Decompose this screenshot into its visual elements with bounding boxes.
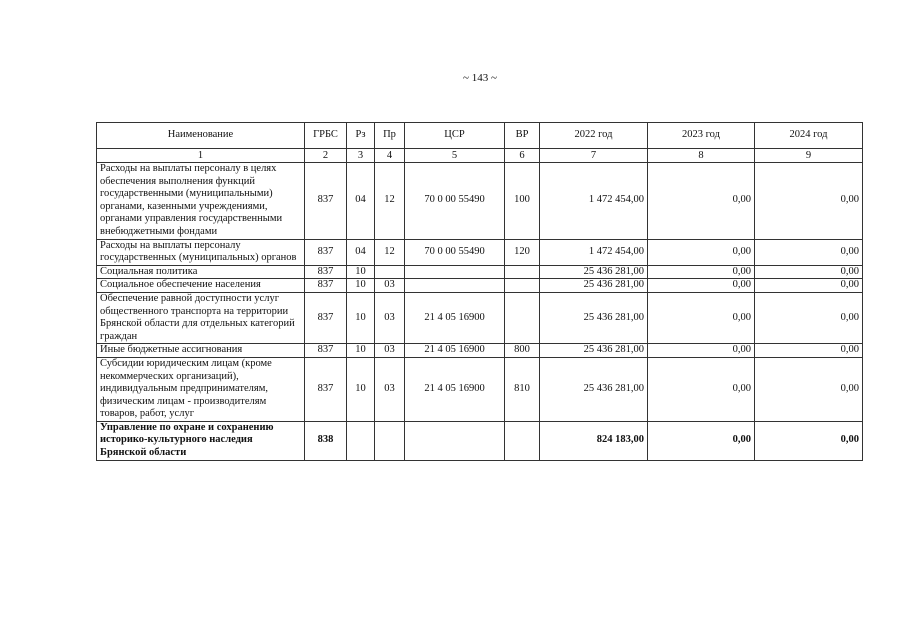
table-row <box>97 239 863 265</box>
row-2023: 0,00 <box>648 421 755 460</box>
column-number: 8 <box>648 149 755 163</box>
column-number: 6 <box>505 149 540 163</box>
row-pr: 03 <box>375 279 405 293</box>
row-vr: 800 <box>505 344 540 358</box>
header-csr: ЦСР <box>405 123 505 149</box>
row-pr <box>375 265 405 279</box>
row-name: Обеспечение равной доступности услуг общественного транспорта на территории Брянской области для отдельных категорий граждан <box>97 292 305 343</box>
row-name: Социальное обеспечение населения <box>97 279 305 293</box>
row-rz <box>347 421 375 460</box>
row-2024: 0,00 <box>755 239 863 265</box>
row-2023: 0,00 <box>648 292 755 343</box>
row-pr: 12 <box>375 239 405 265</box>
row-2024: 0,00 <box>755 292 863 343</box>
row-2022: 25 436 281,00 <box>540 357 648 421</box>
row-grbs: 837 <box>305 292 347 343</box>
row-vr: 120 <box>505 239 540 265</box>
row-grbs: 837 <box>305 239 347 265</box>
header-vr: ВР <box>505 123 540 149</box>
row-pr: 12 <box>375 163 405 240</box>
row-csr: 21 4 05 16900 <box>405 292 505 343</box>
row-2023: 0,00 <box>648 357 755 421</box>
row-2022: 25 436 281,00 <box>540 344 648 358</box>
table-row <box>97 292 863 343</box>
row-2024: 0,00 <box>755 421 863 460</box>
header-2023: 2023 год <box>648 123 755 149</box>
row-grbs: 837 <box>305 163 347 240</box>
column-number: 3 <box>347 149 375 163</box>
row-grbs: 837 <box>305 279 347 293</box>
row-grbs: 838 <box>305 421 347 460</box>
row-csr: 70 0 00 55490 <box>405 163 505 240</box>
table-row <box>97 163 863 240</box>
row-rz: 10 <box>347 292 375 343</box>
row-2023: 0,00 <box>648 344 755 358</box>
row-grbs: 837 <box>305 357 347 421</box>
column-number: 1 <box>97 149 305 163</box>
row-vr <box>505 265 540 279</box>
row-2023: 0,00 <box>648 265 755 279</box>
row-csr <box>405 279 505 293</box>
column-number: 4 <box>375 149 405 163</box>
row-csr: 21 4 05 16900 <box>405 344 505 358</box>
column-number: 2 <box>305 149 347 163</box>
row-vr: 100 <box>505 163 540 240</box>
budget-table <box>96 122 863 461</box>
row-rz: 04 <box>347 239 375 265</box>
row-name: Управление по охране и сохранению историко-культурного наследия Брянской области <box>97 421 305 460</box>
row-vr <box>505 292 540 343</box>
header-pr: Пр <box>375 123 405 149</box>
row-2022: 1 472 454,00 <box>540 163 648 240</box>
row-vr <box>505 279 540 293</box>
row-vr <box>505 421 540 460</box>
row-rz: 10 <box>347 344 375 358</box>
row-grbs: 837 <box>305 344 347 358</box>
row-rz: 04 <box>347 163 375 240</box>
row-rz: 10 <box>347 357 375 421</box>
header-grbs: ГРБС <box>305 123 347 149</box>
row-rz: 10 <box>347 265 375 279</box>
row-2024: 0,00 <box>755 163 863 240</box>
table-row <box>97 357 863 421</box>
row-2022: 25 436 281,00 <box>540 292 648 343</box>
row-csr <box>405 265 505 279</box>
row-2022: 824 183,00 <box>540 421 648 460</box>
row-pr: 03 <box>375 357 405 421</box>
row-2024: 0,00 <box>755 357 863 421</box>
table-row <box>97 344 863 358</box>
row-csr <box>405 421 505 460</box>
column-number: 7 <box>540 149 648 163</box>
row-csr: 21 4 05 16900 <box>405 357 505 421</box>
row-2022: 1 472 454,00 <box>540 239 648 265</box>
column-number: 5 <box>405 149 505 163</box>
table-row <box>97 421 863 460</box>
table-row <box>97 279 863 293</box>
row-2022: 25 436 281,00 <box>540 265 648 279</box>
row-pr: 03 <box>375 292 405 343</box>
row-2023: 0,00 <box>648 163 755 240</box>
header-name: Наименование <box>97 123 305 149</box>
row-2023: 0,00 <box>648 279 755 293</box>
row-name: Расходы на выплаты персоналу государственных (муниципальных) органов <box>97 239 305 265</box>
row-name: Расходы на выплаты персоналу в целях обеспечения выполнения функций государственными (муниципальными) органами, казенными учреждениями, органами управления государственными внебюджетными фондами <box>97 163 305 240</box>
row-name: Социальная политика <box>97 265 305 279</box>
row-pr: 03 <box>375 344 405 358</box>
table-row <box>97 265 863 279</box>
header-2022: 2022 год <box>540 123 648 149</box>
row-2022: 25 436 281,00 <box>540 279 648 293</box>
row-vr: 810 <box>505 357 540 421</box>
row-2023: 0,00 <box>648 239 755 265</box>
row-name: Субсидии юридическим лицам (кроме некоммерческих организаций), индивидуальным предпринимателям, физическим лицам - производителям товаров, работ, услуг <box>97 357 305 421</box>
row-2024: 0,00 <box>755 265 863 279</box>
row-2024: 0,00 <box>755 344 863 358</box>
row-csr: 70 0 00 55490 <box>405 239 505 265</box>
header-row <box>97 123 863 149</box>
row-rz: 10 <box>347 279 375 293</box>
row-pr <box>375 421 405 460</box>
header-rz: Рз <box>347 123 375 149</box>
row-grbs: 837 <box>305 265 347 279</box>
column-number-row <box>97 149 863 163</box>
page-number: ~ 143 ~ <box>463 72 497 84</box>
row-2024: 0,00 <box>755 279 863 293</box>
header-2024: 2024 год <box>755 123 863 149</box>
row-name: Иные бюджетные ассигнования <box>97 344 305 358</box>
column-number: 9 <box>755 149 863 163</box>
